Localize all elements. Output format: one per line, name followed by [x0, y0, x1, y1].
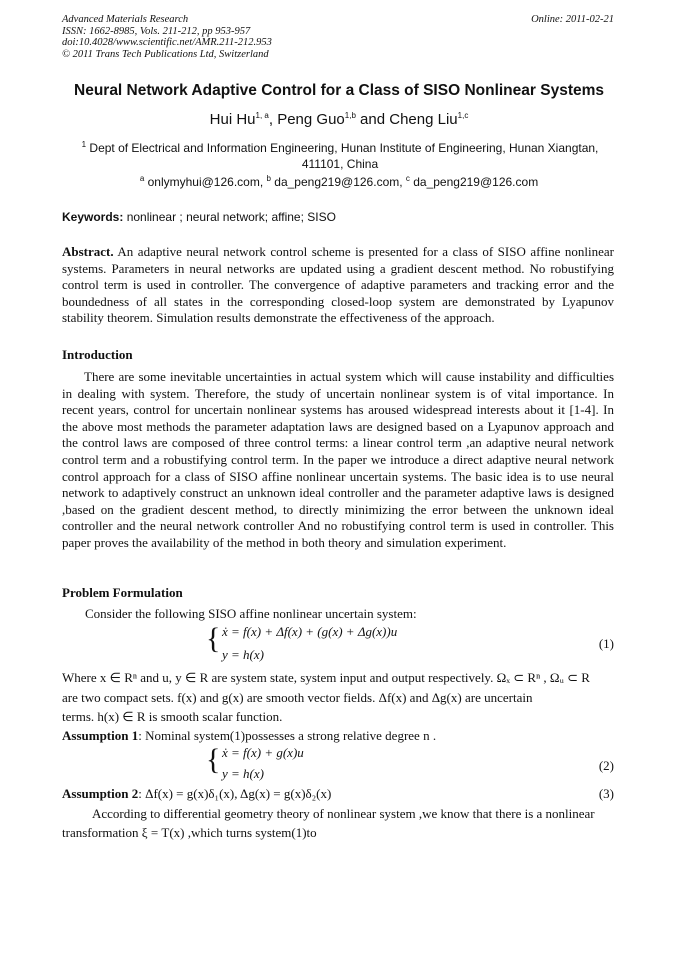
keywords — [62, 210, 336, 224]
journal-name: Advanced Materials Research — [62, 14, 189, 25]
assumption-1-text: : Nominal system(1)possesses a strong relative degree n . — [138, 728, 437, 743]
final-line-1: According to differential geometry theory of nonlinear system ,we know that there is a nonlinear — [92, 806, 595, 821]
final-line-2: transformation ξ = T(x) ,which turns system(1)to — [62, 825, 317, 840]
eq2-line2: y = h(x) — [222, 766, 264, 781]
eq2-brace: { — [206, 743, 221, 776]
problem-heading: Problem Formulation — [62, 585, 183, 600]
eq1-line2: y = h(x) — [222, 647, 264, 662]
email-c: da_peng219@126.com — [409, 175, 539, 189]
eq1-line1: ẋ = f(x) + Δf(x) + (g(x) + Δg(x))u — [222, 624, 398, 639]
assumption-1 — [62, 728, 614, 744]
author-list — [40, 111, 638, 128]
email-a: onlymyhui@126.com, — [144, 175, 267, 189]
online-date: Online: 2011-02-21 — [531, 14, 614, 25]
eq1-brace: { — [206, 622, 221, 655]
copyright: © 2011 Trans Tech Publications Ltd, Switzerland — [62, 48, 269, 60]
assumption-1-label: Assumption 1 — [62, 728, 139, 743]
where-line-3: terms. h(x) ∈ R is smooth scalar function. — [62, 709, 283, 724]
journal-header — [62, 14, 272, 60]
assumption-2 — [62, 786, 614, 802]
affiliation-sup: 1 — [81, 140, 87, 149]
affiliation — [62, 137, 618, 172]
intro-text: There are some inevitable uncertainties in actual system which will cause instability and difficulties in dealing with system. Therefore, the study of uncertain nonlinear system is of vital importance. In recent years, control for uncertain nonlinear systems has aroused widespread interests about it [1-4]. In the above most methods the parameter adaptation laws are designed based on a Lyapunov approach and the control laws are composed of three control terms: a linear control term ,an adaptive neural network control term and a robustifying control term. In the paper we introduce a direct adaptive neural network control approach for a class of SISO affine nonlinear uncertain systems. The basic idea is to use neural network to adaptively construct an unknown ideal controller and the parameter adaptive laws is designed ,based on the gradient descent method, to directly minimizing the error between the unknown ideal controller and the neural network controller And no robustifying control term is used in controller. This paper proves the availability of the method in both theory and simulation experiment. — [62, 369, 614, 550]
abstract-label: Abstract. — [62, 244, 114, 259]
assumption-2-label: Assumption 2 — [62, 786, 139, 801]
where-line-2: are two compact sets. f(x) and g(x) are smooth vector fields. Δf(x) and Δg(x) are uncertain — [62, 690, 533, 705]
email-line — [40, 174, 638, 189]
email-c-sup: c — [405, 174, 410, 183]
email-b-sup: b — [266, 174, 271, 183]
affiliation-text: Dept of Electrical and Information Engineering, Hunan Institute of Engineering, Hunan Xiangtan, 411101, China — [86, 141, 599, 171]
author-1-sup: 1, a — [255, 111, 269, 120]
intro-heading: Introduction — [62, 347, 133, 362]
author-3: and Cheng Liu — [355, 111, 458, 128]
author-2: , Peng Guo — [268, 111, 345, 128]
abstract-text: An adaptive neural network control scheme is presented for a class of SISO affine nonlinear systems. Parameters in neural networks are updated using a gradient descent method. No robustifying control term is used in controller. The convergence of adaptive parameters and tracking error and the boundedness of all states in the corresponding closed-loop system are demonstrated by Lyapunov stability theorem. Simulation results demonstrate the effectiveness of the approach. — [62, 244, 614, 326]
eq2-line1: ẋ = f(x) + g(x)u — [222, 745, 304, 760]
eq3-number: (3) — [598, 786, 614, 801]
eq1-number: (1) — [598, 636, 614, 651]
assumption-2-text: : Δf(x) = g(x)δ₁(x), Δg(x) = g(x)δ₂(x) — [138, 786, 332, 801]
paper-title: Neural Network Adaptive Control for a Class of SISO Nonlinear Systems — [74, 82, 604, 99]
keywords-label: Keywords: — [62, 210, 124, 224]
problem-intro: Consider the following SISO affine nonlinear uncertain system: — [85, 606, 417, 621]
keywords-text: nonlinear ; neural network; affine; SISO — [123, 210, 336, 224]
author-1: Hui Hu — [209, 111, 256, 128]
author-2-sup: 1,b — [344, 111, 356, 120]
eq2-number: (2) — [598, 758, 614, 773]
doi: doi:10.4028/www.scientific.net/AMR.211-212.953 — [62, 37, 272, 48]
where-line-1: Where x ∈ Rⁿ and u, y ∈ R are system state, system input and output respectively. Ωₓ ⊂ Rⁿ , Ωᵤ ⊂ R — [62, 670, 590, 685]
issn: ISSN: 1662-8985, Vols. 211-212, pp 953-957 — [62, 25, 251, 37]
email-a-sup: a — [139, 174, 145, 183]
author-3-sup: 1,c — [457, 111, 469, 120]
abstract — [62, 244, 614, 327]
email-b: da_peng219@126.com, — [270, 175, 406, 189]
